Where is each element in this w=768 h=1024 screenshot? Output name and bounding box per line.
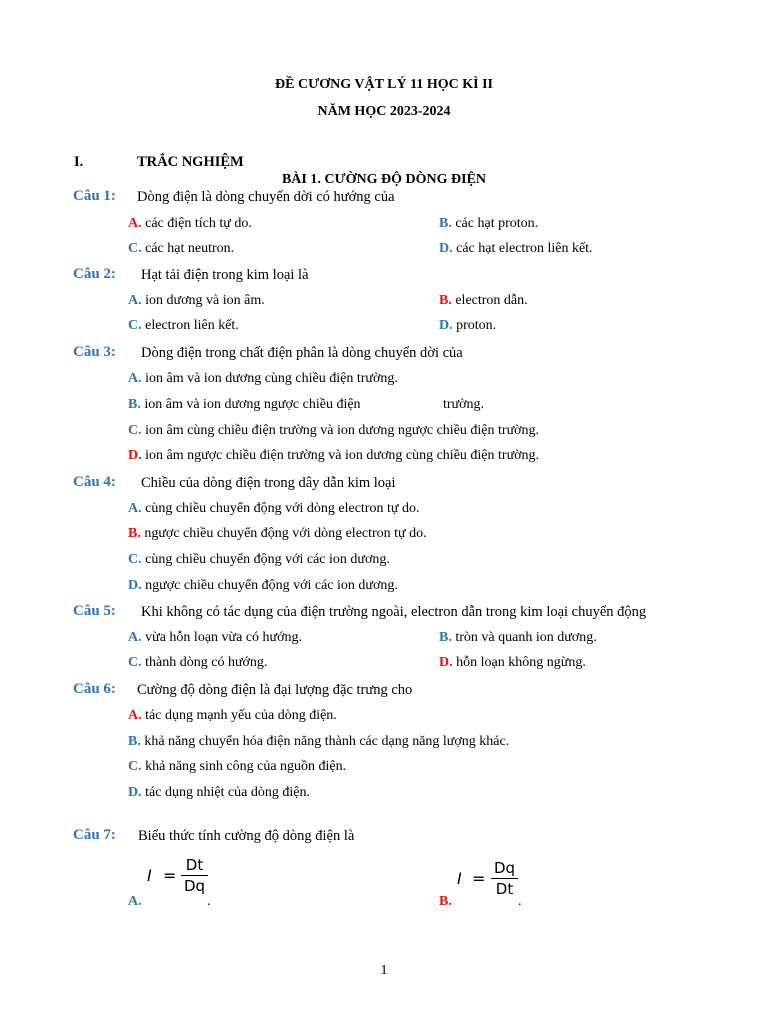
- option-b: B.: [439, 894, 452, 909]
- option-d: D. ngược chiều chuyển động với các ion dương.: [128, 578, 398, 593]
- document-title: ĐỀ CƯƠNG VẬT LÝ 11 HỌC KÌ II: [275, 77, 493, 92]
- option-b: B. tròn và quanh ion dương.: [439, 630, 597, 645]
- option-d: D. proton.: [439, 318, 497, 333]
- question-text: Khi không có tác dụng của điện trường ngoài, electron dẫn trong kim loại chuyển động: [141, 604, 647, 620]
- option-b-continuation: trường.: [443, 397, 485, 412]
- question-text: Chiều của dòng điện trong dây dẫn kim loại: [141, 475, 396, 491]
- option-d: D. các hạt electron liên kết.: [439, 241, 593, 256]
- option-a: A. ion dương và ion âm.: [128, 293, 265, 308]
- formula-equals: =: [163, 866, 177, 885]
- question-label: Câu 3:: [73, 344, 116, 360]
- formula-lhs: I: [147, 866, 152, 885]
- option-d: D. tác dụng nhiệt của dòng điện.: [128, 785, 310, 800]
- option-a: A. các điện tích tự do.: [128, 216, 252, 231]
- formula-period: .: [518, 894, 522, 909]
- formula-equals: =: [472, 869, 486, 888]
- option-b: B. các hạt proton.: [439, 216, 539, 231]
- formula-lhs: I: [457, 869, 462, 888]
- option-a: A.: [128, 894, 142, 909]
- question-label: Câu 1:: [73, 188, 116, 204]
- question-text: Biểu thức tính cường độ dòng điện là: [138, 828, 355, 844]
- option-c: C. ion âm cùng chiều điện trường và ion dương ngược chiều điện trường.: [128, 423, 540, 438]
- option-b: B. ngược chiều chuyển động với dòng electron tự do.: [128, 526, 427, 541]
- option-b: B. ion âm và ion dương ngược chiều điện: [128, 397, 361, 412]
- formula-denominator: Dt: [495, 880, 514, 898]
- formula-fraction: [181, 856, 208, 895]
- lesson-title: BÀI 1. CƯỜNG ĐỘ DÒNG ĐIỆN: [281, 172, 487, 187]
- option-a: A. tác dụng mạnh yếu của dòng điện.: [128, 708, 337, 723]
- question-label: Câu 7:: [73, 827, 116, 843]
- option-c: C. khả năng sinh công của nguồn điện.: [128, 759, 347, 774]
- option-c: C. electron liên kết.: [128, 318, 239, 333]
- question-label: Câu 4:: [73, 474, 116, 490]
- page-number: 1: [380, 963, 388, 978]
- fraction-bar: [491, 878, 518, 879]
- question-label: Câu 5:: [73, 603, 116, 619]
- question-label: Câu 2:: [73, 266, 116, 282]
- option-c: C. các hạt neutron.: [128, 241, 235, 256]
- question-text: Cường độ dòng điện là đại lượng đặc trưng cho: [137, 682, 413, 698]
- option-c: C. thành dòng có hướng.: [128, 655, 268, 670]
- question-text: Dòng điện trong chất điện phân là dòng chuyển dời của: [141, 345, 463, 361]
- formula-fraction: [491, 859, 518, 898]
- option-c: C. cùng chiều chuyển động với các ion dương.: [128, 552, 390, 567]
- formula-denominator: Dq: [183, 877, 206, 895]
- question-text: Dòng điện là dòng chuyển dời có hướng của: [137, 189, 395, 205]
- formula-numerator: Dq: [493, 859, 516, 877]
- option-b: B. electron dẫn.: [439, 293, 528, 308]
- section-name: TRẮC NGHIỆM: [137, 154, 244, 170]
- option-d: D. hỗn loạn không ngừng.: [439, 655, 586, 670]
- option-a: A. vừa hỗn loạn vừa có hướng.: [128, 630, 303, 645]
- school-year-title: NĂM HỌC 2023-2024: [317, 104, 451, 119]
- option-a: A. cùng chiều chuyển động với dòng electron tự do.: [128, 501, 420, 516]
- section-number: I.: [74, 154, 84, 170]
- question-text: Hạt tải điện trong kim loại là: [141, 267, 309, 283]
- formula-numerator: Dt: [185, 856, 204, 874]
- question-label: Câu 6:: [73, 681, 116, 697]
- option-d: D. ion âm ngược chiều điện trường và ion dương cùng chiều điện trường.: [128, 448, 540, 463]
- option-b: B. khả năng chuyển hóa điện năng thành các dạng năng lượng khác.: [128, 734, 510, 749]
- option-a: A. ion âm và ion dương cùng chiều điện trường.: [128, 371, 398, 386]
- fraction-bar: [181, 875, 208, 876]
- formula-period: .: [207, 894, 211, 909]
